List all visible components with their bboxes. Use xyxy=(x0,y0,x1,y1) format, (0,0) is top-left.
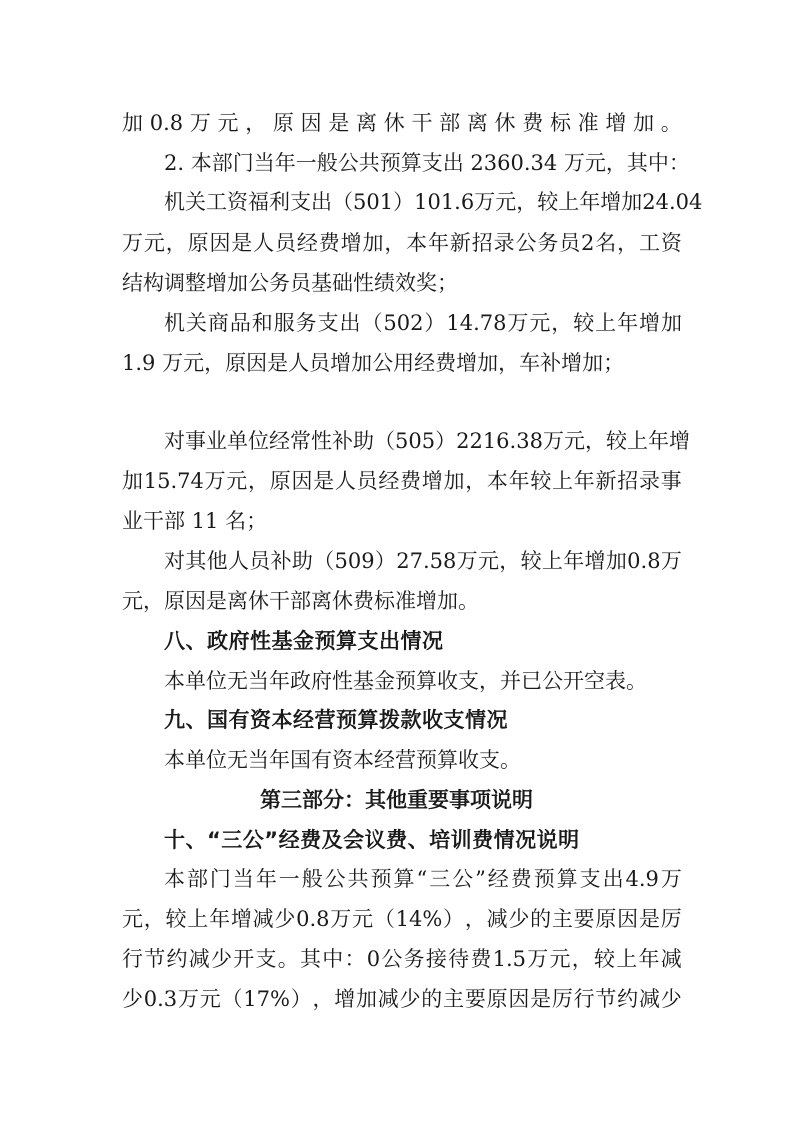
body-text-line: 1.9 万元，原因是人员增加公用经费增加，车补增加； xyxy=(122,351,625,375)
body-text-line: 本单位无当年政府性基金预算收支，并已公开空表。 xyxy=(164,669,647,693)
body-text-line: 少 0.3 万 元 （ 17% ） ， 增 加 减 少 的 主 要 原 因 是 厉 行 节 约 减 少 xyxy=(122,987,682,1011)
body-text-line: 万 元 ， 原 因 是 人 员 经 费 增 加 ， 本 年 新 招 录 公 务 员 2 名 ， 工 资 xyxy=(122,231,682,255)
body-text-line: 2. 本部门当年一般公共预算支出 2360.34 万元，其中： xyxy=(164,151,690,175)
part-heading: 第三部分：其他重要事项说明 xyxy=(260,788,533,812)
body-text-line: 结构调整增加公务员基础性绩效奖； xyxy=(122,271,458,295)
body-text-line: 对 其 他 人 员 补 助 （ 509 ） 27.58 万 元 ， 较 上 年 增 加 0.8 万 xyxy=(164,549,682,573)
body-text-line: 本 部 门 当 年 一 般 公 共 预 算 “ 三 公 ” 经 费 预 算 支 出 4.9 万 xyxy=(164,867,682,891)
body-text-line: 本单位无当年国有资本经营预算收支。 xyxy=(164,748,521,772)
section-heading: 九、国有资本经营预算拨款收支情况 xyxy=(164,708,508,732)
body-text-line: 加 0.8 万 元 ， 原 因 是 离 休 干 部 离 休 费 标 准 增 加 。 xyxy=(122,111,682,135)
body-text-line: 元，原因是离休干部离休费标准增加。 xyxy=(122,589,479,613)
body-text-line: 业干部 11 名； xyxy=(122,509,268,533)
section-heading: 十、“三公”经费及会议费、培训费情况说明 xyxy=(164,828,580,852)
body-text-line: 机 关 工 资 福 利 支 出 （ 501 ） 101.6 万 元 ， 较 上 年 增 加 24.04 xyxy=(164,190,703,214)
body-text-line: 机 关 商 品 和 服 务 支 出 （ 502 ） 14.78 万 元 ， 较 上 年 增 加 xyxy=(164,311,682,335)
body-text-line: 对 事 业 单 位 经 常 性 补 助 （ 505 ） 2216.38 万 元 ， 较 上 年 增 xyxy=(164,429,690,453)
body-text-line: 行 节 约 减 少 开 支 。 其 中 ： 0 公 务 接 待 费 1.5 万 元 ， 较 上 年 减 xyxy=(122,947,682,971)
body-text-line: 加 15.74 万 元 ， 原 因 是 人 员 经 费 增 加 ， 本 年 较 上 年 新 招 录 事 xyxy=(122,469,682,493)
body-text-line: 元 ， 较 上 年 增 减 少 0.8 万 元 （ 14% ） ， 减 少 的 主 要 原 因 是 厉 xyxy=(122,907,682,931)
section-heading: 八、政府性基金预算支出情况 xyxy=(164,629,444,653)
